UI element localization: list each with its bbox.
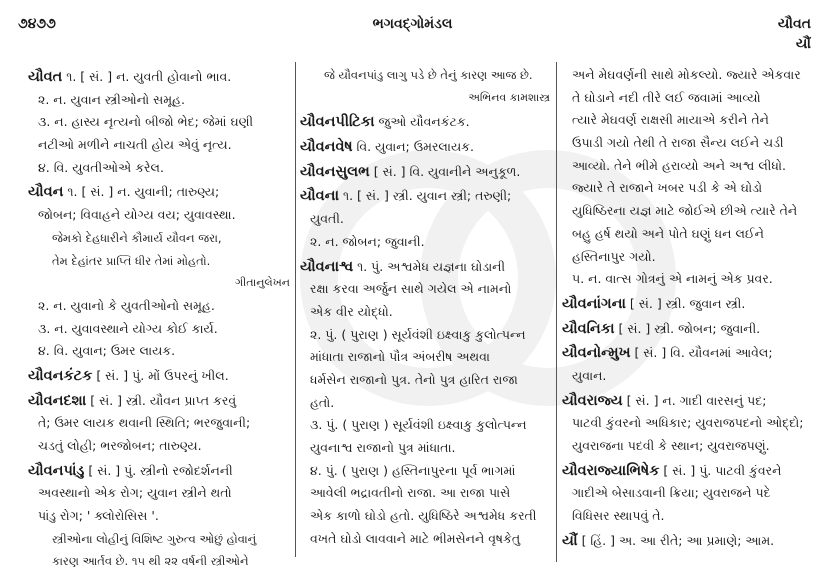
definition-text: ઉપાડી ગયો તેથી તે રાજા સૈન્ય લઈને ચડી [572, 135, 784, 151]
definition-text: હસ્તિનાપુર ગયો. [572, 248, 656, 264]
definition-text: નટીઓ મળીને નાચતી હોય એવું નૃત્ય. [38, 137, 232, 153]
entry-text-line [300, 324, 550, 347]
headword: યૌવનપીટિકા [300, 114, 375, 131]
entry-text-line [562, 132, 818, 155]
entry-text-line [300, 369, 550, 392]
definition-text: ૩. પું. ( પુરાણ ) સૂર્યવંશી ઇક્ષ્વાકુ કુલોત્પન્ન [310, 417, 527, 433]
entry-text-line [562, 268, 818, 291]
entry-headword-line [28, 181, 290, 204]
definition-text: ગાદીએ બેસાડવાની ક્રિયા; યુવરાજને પદે [572, 485, 771, 501]
definition-text: અવસ્થાનો એક રોગ; યુવાન સ્ત્રીને થતો [38, 485, 232, 501]
headword: યૌવન [28, 184, 64, 201]
entry-text-line [300, 278, 550, 301]
column-divider [556, 62, 557, 562]
entry-headword-line [562, 293, 818, 316]
entry-text-line [28, 204, 290, 227]
definition-text: સ્ત્રીઓના લોહીનું વિશિષ્ટ ગુરુત્વ ઓછું હોવાનું [52, 531, 257, 546]
definition-text: જે યૌવનપાંડુ લાગુ પડે છે તેનું કારણ આજ છે. [324, 68, 533, 82]
definition-text: આવેલી ભદ્રાવતીનો રાજા. આ રાજા પાસે [310, 485, 511, 501]
entry-text-line [300, 437, 550, 460]
definition-text: તે ઘોડાને નદી તીરે લઈ જવામાં આવ્યો [572, 89, 761, 105]
entry-text-line [562, 177, 818, 200]
definition-text: ૪. વિ. યુવાન; ઉમર લાયક. [38, 343, 176, 359]
headword: યૌવરાજ્યાભિષેક [562, 462, 660, 479]
guide-word-top: યૌવત [777, 16, 811, 32]
entry-text-line [562, 482, 818, 505]
definition-text: [ સં. ] વિ. યુવાનીને અનુકૂળ. [369, 163, 521, 179]
entry-headword-line [28, 365, 290, 388]
entry-text-line [562, 435, 818, 458]
headword: યૌવનવેષ [300, 139, 353, 156]
definition-text: [ સં. ] પું. સ્ત્રીનો રજોદર્શનની [84, 462, 233, 478]
definition-text: [ સં. ] પું. પાટવી કુંવરને [659, 462, 782, 478]
definition-text: વિ. યુવાન; ઉમરલાયક. [352, 139, 474, 155]
entry-text-line [562, 365, 818, 388]
headword: યૌવનિકા [562, 320, 615, 337]
entry-text-line [28, 157, 290, 180]
definition-text: જુઓ યૌવનકંટક. [374, 114, 470, 130]
entry-text-line [28, 227, 290, 250]
column-right [562, 64, 818, 552]
entry-text-line [300, 87, 550, 110]
definition-text: વખતે ઘોડો લાવવાને માટે ભીમસેનને વૃષકેતુ [310, 530, 521, 546]
entry-text-line [28, 111, 290, 134]
definition-text: યુધિષ્ઠિરના યજ્ઞ માટે જોઈએ છીએ ત્યારે તેને [572, 203, 798, 219]
entry-text-line [28, 318, 290, 341]
definition-text: પાટવી કુંવરનો અધિકાર; યુવરાજપદનો ઓદ્દો; [572, 415, 804, 431]
entry-text-line [28, 528, 290, 551]
definition-text: [ સં. ] સ્ત્રી. યૌવન પ્રાપ્ત કરવું [86, 392, 237, 408]
entry-headword-line [562, 318, 818, 341]
entry-text-line [562, 505, 818, 528]
entry-headword-line [562, 390, 818, 413]
definition-text: ધર્મસેન રાજાનો પુત્ર. તેનો પુત્ર હારિત રાજા [310, 371, 518, 387]
entry-text-line [300, 231, 550, 254]
definition-text: યુવરાજના પદવી કે સ્થાન; યુવરાજપણું. [572, 438, 770, 453]
entry-headword-line [562, 530, 818, 553]
entry-headword-line [28, 460, 290, 483]
definition-text: અભિનવ કામશાસ્ત્ર [468, 90, 550, 104]
entry-headword-line [28, 66, 290, 89]
definition-text: [ હિં. ] અ. આ રીતે; આ પ્રમાણે; આમ. [577, 532, 775, 548]
headword: યૌવનોન્મુખ [562, 345, 631, 362]
headword: યૌવત [28, 69, 63, 85]
entry-headword-line [300, 136, 550, 159]
entry-headword-line [562, 342, 818, 365]
definition-text: તે; ઉમર લાયક થવાની સ્થિતિ; ભરજુવાની; [38, 415, 251, 431]
definition-text: ચડતું લોહી; ભરજોબન; તારુણ્ય. [38, 438, 202, 453]
definition-text: માંધાતા રાજાનો પૌત્ર અંબરીષ અથવા [310, 349, 490, 365]
definition-text: [ સં. ] સ્ત્રી. જોબન; જુવાની. [614, 320, 761, 336]
entry-text-line [28, 482, 290, 505]
definition-text: ૧. [ સં. ] સ્ત્રી. યુવાન સ્ત્રી; તરુણી; [339, 188, 512, 204]
definition-text: પાંડુ રોગ; ' ક્લોરોસિસ '. [38, 508, 159, 524]
entry-text-line [28, 340, 290, 363]
entry-text-line [562, 155, 818, 178]
entry-text-line [562, 246, 818, 269]
entry-text-line [562, 200, 818, 223]
definition-text: [ સં. ] પું. મોં ઉપરનું ખીલ. [92, 367, 229, 383]
definition-text: ગીતાનુલેખન [235, 276, 290, 290]
entry-text-line [300, 528, 550, 551]
entry-text-line [28, 505, 290, 528]
entry-headword-line [300, 185, 550, 208]
definition-text: આવ્યો. તેને ભીમે હરાવ્યો અને અશ્વ લીધો. [572, 157, 786, 173]
entry-text-line [300, 414, 550, 437]
definition-text: કારણ આર્તવ છે. ૧૫ થી ૨૨ વર્ષની સ્ત્રીઓને [52, 554, 249, 569]
entry-text-line [28, 272, 290, 295]
definition-text: હતો. [310, 394, 335, 410]
entry-text-line [28, 435, 290, 458]
definition-text: રક્ષા કરવા અર્જુન સાથે ગયેલ એ નામનો [310, 281, 512, 297]
definition-text: [ સં. ] સ્ત્રી. જુવાન સ્ત્રી. [625, 295, 746, 311]
entry-text-line [28, 250, 290, 273]
entry-text-line [300, 64, 550, 87]
headword: યૌવના [300, 188, 339, 205]
definition-text: વિધિસર સ્થાપવું તે. [572, 508, 665, 524]
definition-text: ત્યારે મેઘવર્ણ રાક્ષસી માયાએ કરીને તેને [572, 112, 769, 128]
entry-text-line [562, 223, 818, 246]
headword: યૌવરાજ્ય [562, 392, 623, 409]
definition-text: એક વીર યોદ્ધો. [310, 303, 393, 319]
definition-text: ૪. વિ. યુવતીઓએ કરેલ. [38, 159, 164, 175]
entry-text-line [300, 460, 550, 483]
headword: યૌવનાંગના [562, 295, 626, 312]
entry-headword-line [300, 256, 550, 279]
definition-text: જેમકો દેહધારીને કૌમાર્ય યૌવન જરા, [52, 230, 222, 245]
entry-text-line [28, 295, 290, 318]
headword: યૌવનપાંડુ [28, 462, 85, 479]
entry-text-line [300, 482, 550, 505]
column-left [28, 64, 290, 573]
definition-text: ૧. [ સં. ] ન. યુવતી હોવાનો ભાવ. [62, 69, 232, 84]
headword: યૌવનાશ્વ [300, 258, 354, 275]
definition-text: ૪. પું. ( પુરાણ ) હસ્તિનાપુરના પૂર્વ ભાગમાં [310, 462, 516, 478]
column-divider [295, 62, 296, 557]
definition-text: જ્યારે તે રાજાને ખબર પડી કે એ ઘોડો [572, 180, 763, 196]
entry-text-line [562, 109, 818, 132]
entry-text-line [562, 64, 818, 87]
entry-headword-line [28, 390, 290, 413]
definition-text: એક કાળો ઘોડો હતો. યુધિષ્ઠિરે અશ્વમેધ કરતી [310, 508, 537, 524]
definition-text: જોબન; વિવાહને યોગ્ય વય; યુવાવસ્થા. [38, 207, 236, 223]
entry-text-line [28, 550, 290, 573]
entry-headword-line [300, 111, 550, 134]
definition-text: યુવનાશ્વ રાજાનો પુત્ર માંધાતા. [310, 440, 456, 455]
headword: યૌવનદશા [28, 392, 87, 409]
entry-text-line [562, 412, 818, 435]
headword: યૌવનકંટક [28, 367, 93, 384]
definition-text: ૧. [ સં. ] ન. યુવાની; તારુણ્ય; [63, 184, 220, 200]
definition-text: યુવાન. [572, 367, 607, 383]
entry-text-line [300, 392, 550, 415]
entry-headword-line [562, 460, 818, 483]
definition-text: ૨. ન. યુવાન સ્ત્રીઓનો સમૂહ. [38, 91, 185, 107]
definition-text: અને મેઘવર્ણની સાથે મોકલ્યો. જ્યારે એકવાર [572, 67, 801, 82]
entry-text-line [300, 505, 550, 528]
definition-text: ૫. ન. વાત્સ ગોત્રનું એ નામનું એક પ્રવર. [572, 271, 773, 287]
page-number: ૭૪૭૭ [18, 16, 56, 32]
definition-text: યુવતી. [310, 211, 344, 227]
entry-text-line [28, 89, 290, 112]
entry-text-line [28, 134, 290, 157]
column-middle [300, 64, 550, 550]
entry-text-line [562, 87, 818, 110]
definition-text: ૨. ન. યુવાનો કે યુવતીઓનો સમૂહ. [38, 297, 215, 313]
entry-text-line [28, 412, 290, 435]
entry-text-line [300, 346, 550, 369]
definition-text: તેમ દેહાંતર પ્રાપ્તિ ધીર તેમાં મોહતો. [52, 253, 211, 268]
definition-text: ૩. ન. હાસ્ય નૃત્યનો બીજો ભેદ; જેમાં ઘણી [38, 114, 254, 130]
entry-headword-line [300, 161, 550, 184]
definition-text: બહુ હર્ષ થયો અને પોતે ઘણું ધન લઈને [572, 225, 764, 241]
entry-text-line [300, 208, 550, 231]
definition-text: [ સં. ] વિ. યૌવનમાં આવેલ; [630, 345, 773, 361]
page-title: ભગવદ્ગોમંડલ [372, 16, 453, 32]
entry-text-line [300, 301, 550, 324]
headword: યૌવનસુલભ [300, 163, 370, 180]
definition-text: ૨. ન. જોબન; જુવાની. [310, 233, 425, 249]
definition-text: ૨. પું. ( પુરાણ ) સૂર્યવંશી ઇક્ષ્વાકુ કુલોત્પન્ન [310, 326, 526, 342]
definition-text: ૩. ન. યુવાવસ્થાને યોગ્ય કોઈ કાર્ય. [38, 320, 218, 336]
guide-word-bottom: યૌં [795, 36, 811, 52]
headword: યૌં [562, 532, 578, 549]
definition-text: [ સં. ] ન. ગાદી વારસનું પદ; [622, 392, 767, 408]
definition-text: ૧. પું. અશ્વમેધ યજ્ઞના ઘોડાની [353, 258, 506, 274]
